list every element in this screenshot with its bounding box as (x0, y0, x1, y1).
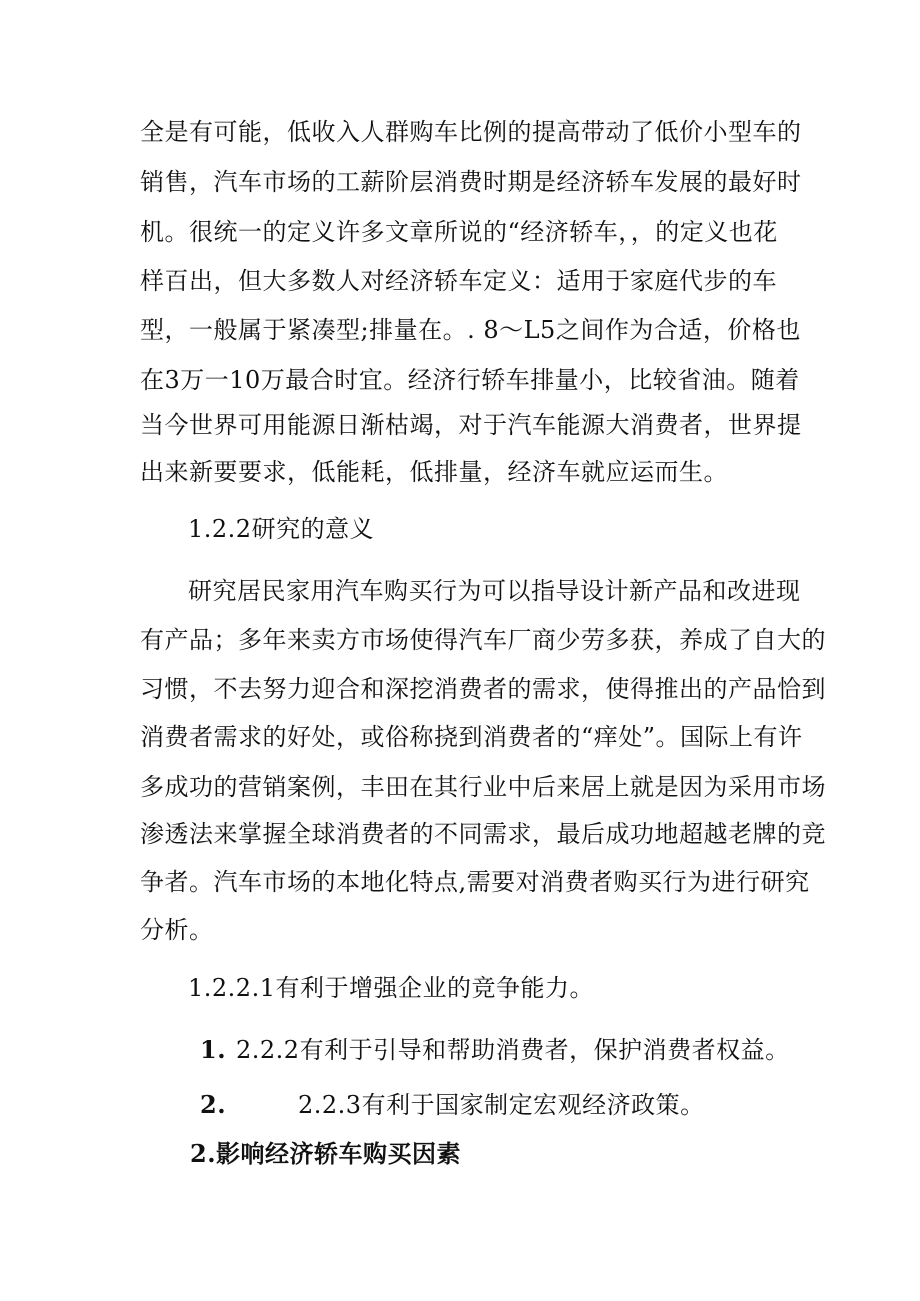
text-line: 销售，汽车市场的工薪阶层消费时期是经济轿车发展的最好时 (140, 168, 802, 196)
text-line: 当今世界可用能源日渐枯竭，对于汽车能源大消费者，世界提 (140, 411, 802, 439)
text-line: 研究居民家用汽车购买行为可以指导设计新产品和改进现 (188, 577, 801, 605)
text-line: 型，一般属于紧凑型;排量在。. 8～L5之间作为合适，价格也 (140, 316, 801, 344)
text-line: 争者。汽车市场的本地化特点,需要对消费者购买行为进行研究 (140, 868, 810, 896)
text-line: 多成功的营销案例，丰田在其行业中后来居上就是因为采用市场 (140, 773, 826, 801)
chapter-heading: 2.影响经济轿车购买因素 (190, 1139, 462, 1168)
list-number: 2. (200, 1090, 227, 1119)
list-text: 2.2.3有利于国家制定宏观经济政策。 (298, 1091, 705, 1119)
text-line: 在3万一10万最合时宜。经济行轿车排量小，比较省油。随着 (140, 366, 800, 394)
list-text: 2.2.2有利于引导和帮助消费者，保护消费者权益。 (236, 1036, 790, 1064)
list-item (200, 1088, 705, 1122)
list-number: 1. (200, 1035, 227, 1064)
text-line: 出来新要要求，低能耗，低排量，经济车就应运而生。 (140, 458, 728, 486)
text-line: 消费者需求的好处，或俗称挠到消费者的“痒处”。国际上有许 (140, 723, 803, 751)
text-line: 习惯，不去努力迎合和深挖消费者的需求，使得推出的产品恰到 (140, 675, 826, 703)
subsection-heading: 1.2.2.1有利于增强企业的竞争能力。 (188, 974, 594, 1002)
text-line: 样百出，但大多数人对经济轿车定义：适用于家庭代步的车 (140, 267, 777, 295)
text-line: 全是有可能，低收入人群购车比例的提高带动了低价小型车的 (140, 118, 802, 146)
section-heading: 1.2.2研究的意义 (188, 515, 375, 543)
text-line: 机。很统一的定义许多文章所说的“经济轿车，，的定义也花 (140, 218, 778, 246)
text-line: 分析。 (140, 916, 214, 944)
text-line: 渗透法来掌握全球消费者的不同需求，最后成功地超越老牌的竞 (140, 820, 826, 848)
text-line: 有产品；多年来卖方市场使得汽车厂商少劳多获，养成了自大的 (140, 626, 826, 654)
list-item (200, 1033, 790, 1067)
